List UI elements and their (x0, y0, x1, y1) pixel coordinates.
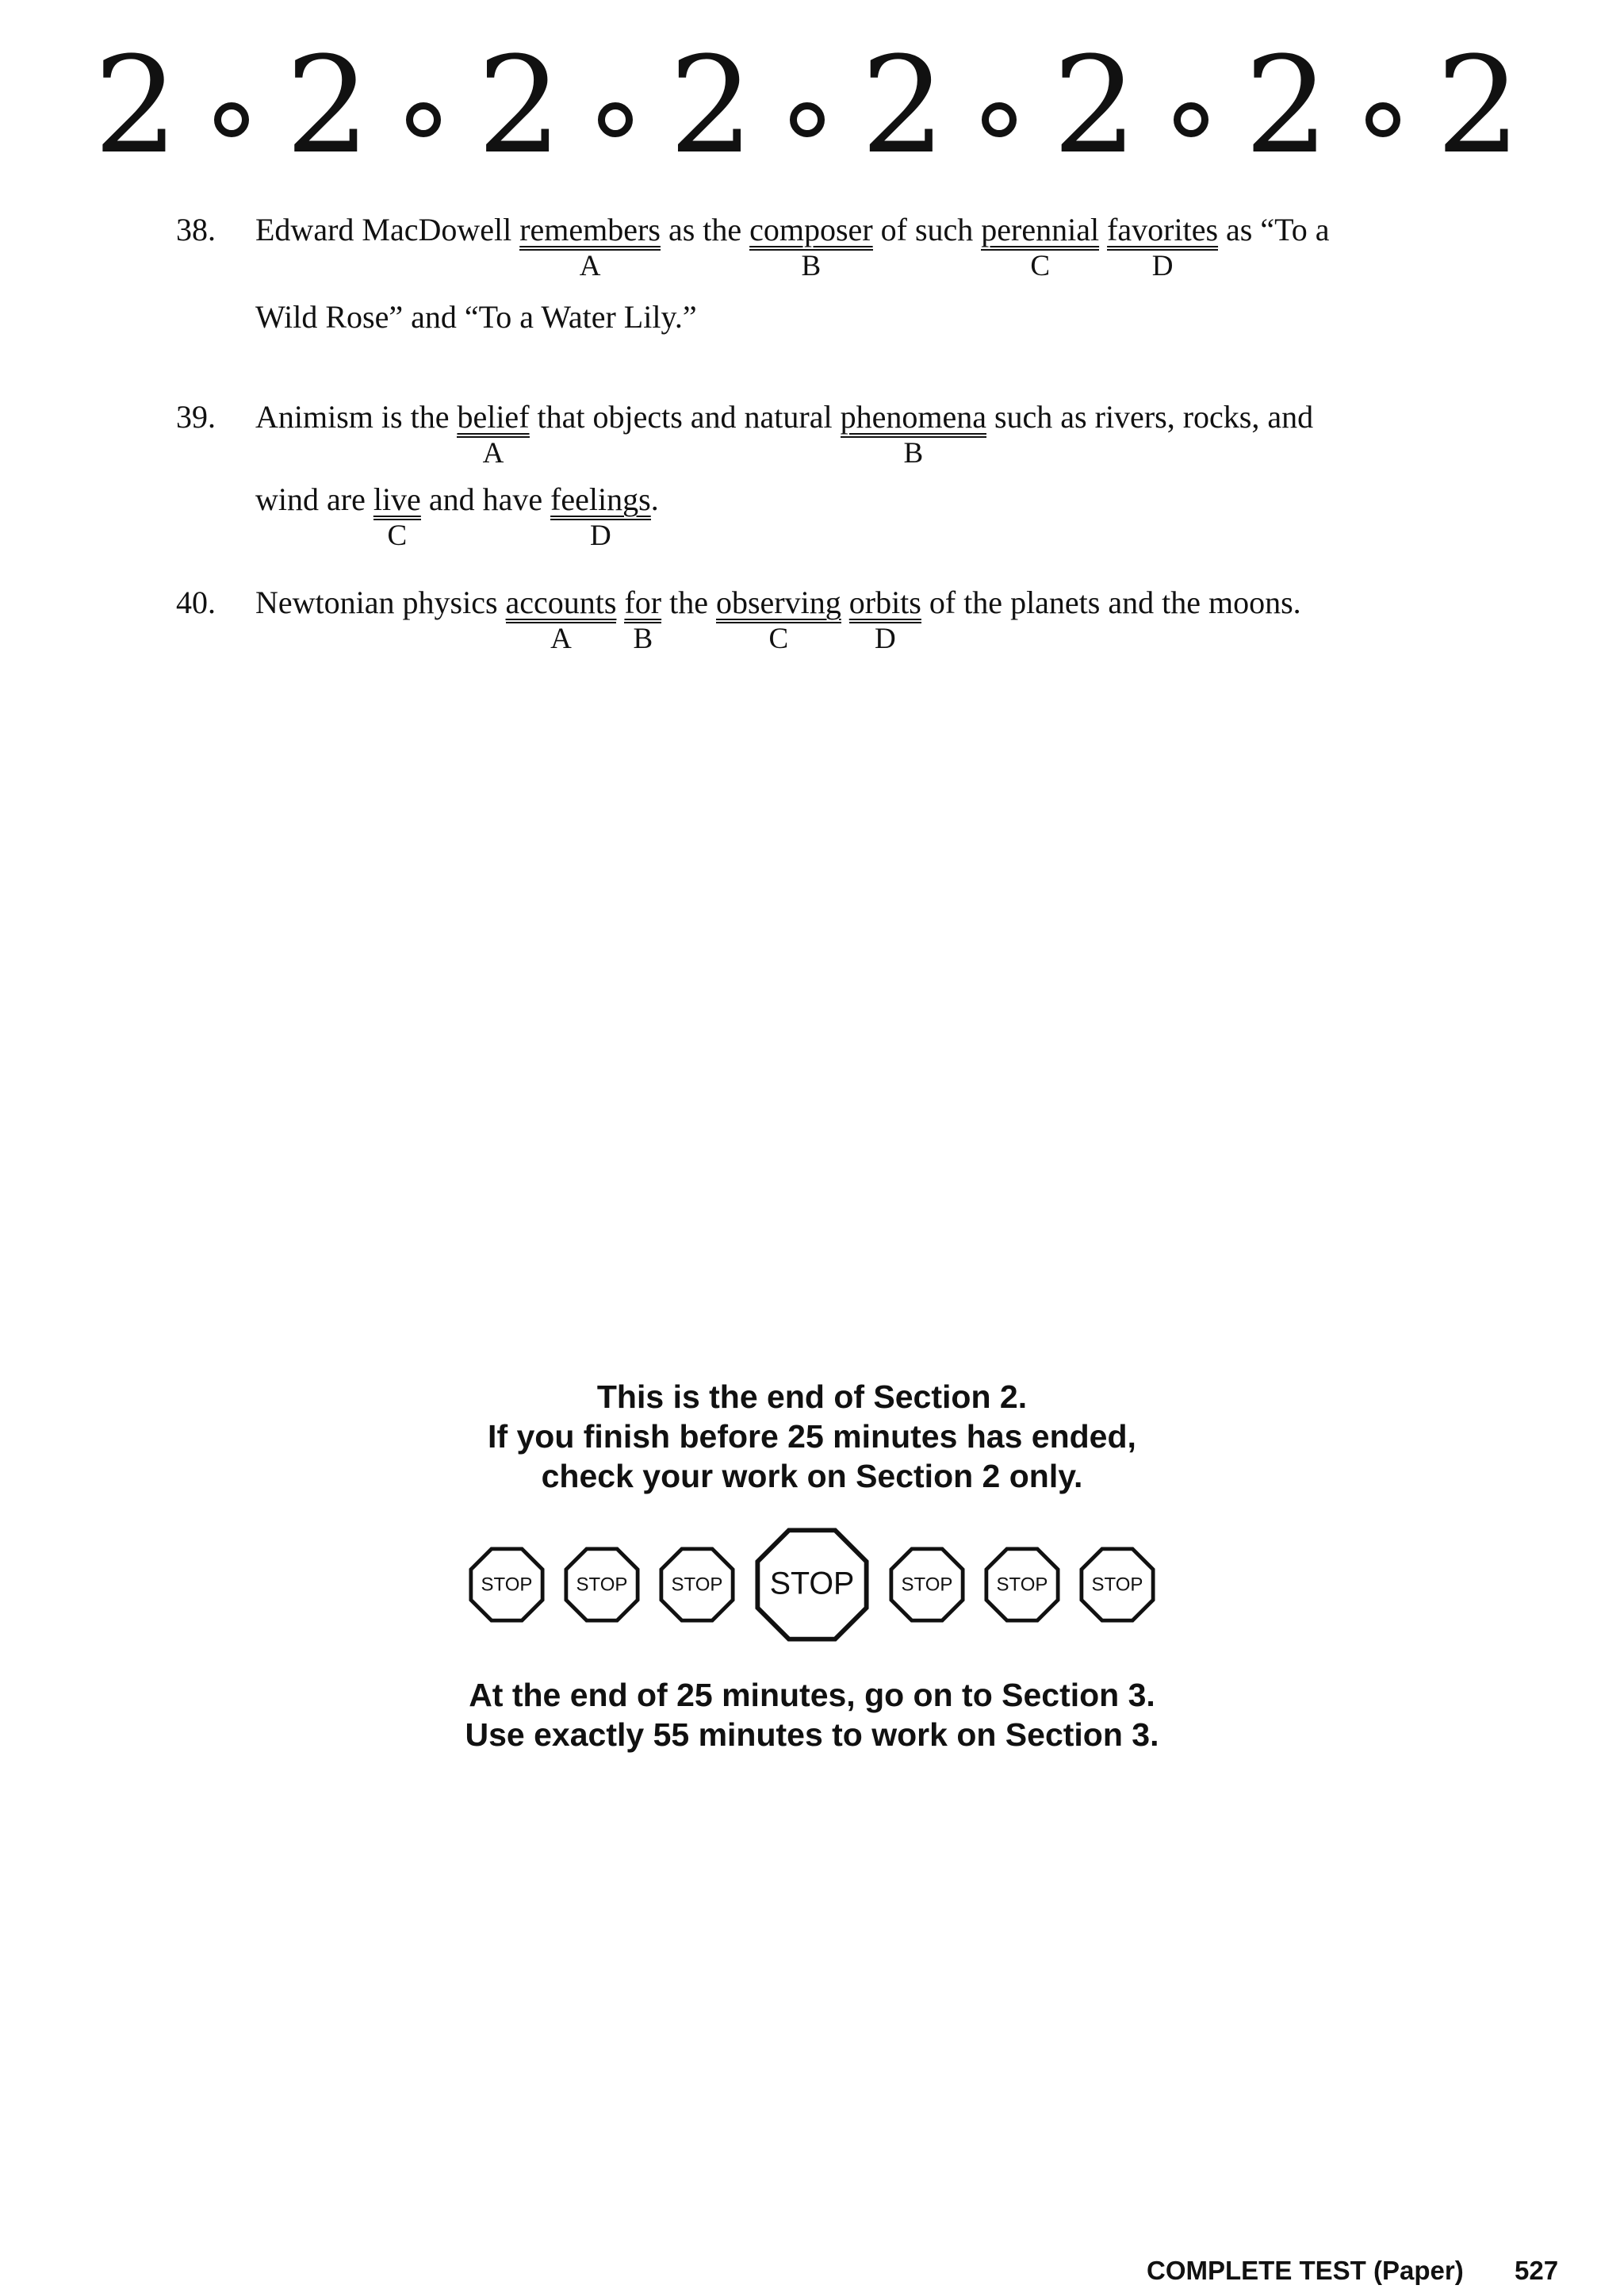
circle-separator-icon (1174, 102, 1208, 137)
option-letter: B (841, 436, 986, 468)
instruction-line: Use exactly 55 minutes to work on Section 3. (465, 1716, 1159, 1753)
underlined-option (981, 212, 1100, 282)
end-of-section-notice (0, 1377, 1624, 1496)
stop-sign-icon (889, 1547, 965, 1623)
question-text-line (255, 481, 659, 552)
option-word: live (373, 481, 421, 517)
underlined-option (457, 399, 530, 470)
question-number: 38. (176, 212, 216, 247)
footer-title: COMPLETE TEST (Paper) (1147, 2256, 1464, 2285)
question-text: the (661, 585, 716, 620)
question-text: . (650, 481, 659, 517)
stop-sign-icon (1079, 1547, 1155, 1623)
option-letter: A (457, 436, 529, 468)
section-number: 2 (1436, 28, 1521, 183)
stop-sign-label: STOP (901, 1574, 953, 1596)
stop-sign-label: STOP (1091, 1574, 1143, 1596)
option-letter: A (519, 249, 661, 281)
question-number: 40. (176, 585, 216, 620)
section-number: 2 (668, 28, 754, 183)
question-text: that objects and natural (529, 399, 841, 435)
underlined-option (624, 585, 662, 655)
option-word: for (624, 585, 662, 620)
question-text: as the (660, 212, 750, 247)
option-letter: B (624, 622, 661, 654)
underlined-option (1107, 212, 1219, 282)
circle-separator-icon (982, 102, 1017, 137)
underlined-option (749, 212, 873, 282)
question-text (841, 585, 849, 620)
option-word: orbits (848, 585, 921, 620)
option-letter: A (506, 622, 617, 654)
question-text-line (255, 301, 697, 333)
stop-sign-label: STOP (481, 1574, 533, 1596)
stop-sign-label: STOP (996, 1574, 1048, 1596)
section-number: 2 (285, 28, 370, 183)
question-text: as “To a (1218, 212, 1330, 247)
stop-sign-label: STOP (769, 1566, 855, 1601)
question-text: Edward MacDowell (255, 212, 520, 247)
question-text-line (255, 212, 1330, 282)
section-number: 2 (1052, 28, 1138, 183)
option-word: belief (457, 399, 530, 435)
question-text: Animism is the (255, 399, 458, 435)
section-number: 2 (94, 28, 178, 183)
question-text: and have (420, 481, 551, 517)
circle-separator-icon (790, 102, 825, 137)
circle-separator-icon (214, 102, 249, 137)
notice-line: If you finish before 25 minutes has ended, (488, 1418, 1136, 1455)
question-text-line (255, 399, 1314, 470)
circle-separator-icon (406, 102, 441, 137)
option-word: composer (749, 212, 873, 247)
option-word: remembers (519, 212, 661, 247)
question-text: wind are (255, 481, 373, 517)
underlined-option (848, 585, 921, 655)
question-text (1099, 212, 1107, 247)
question-number: 39. (176, 399, 216, 435)
stop-sign-label: STOP (576, 1574, 628, 1596)
underlined-option (715, 585, 841, 655)
stop-sign-icon (754, 1527, 870, 1643)
circle-separator-icon (1365, 102, 1400, 137)
underlined-option (505, 585, 617, 655)
underlined-option (840, 399, 986, 470)
stop-sign-label: STOP (671, 1574, 723, 1596)
option-letter: C (981, 249, 1099, 281)
option-letter: C (716, 622, 841, 654)
next-section-instructions (0, 1675, 1624, 1754)
option-word: phenomena (840, 399, 986, 435)
instruction-line: At the end of 25 minutes, go on to Section 3. (469, 1677, 1155, 1713)
option-letter: C (373, 519, 421, 550)
option-letter: D (849, 622, 921, 654)
question-text (616, 585, 624, 620)
question-text: of such (872, 212, 982, 247)
section-number: 2 (860, 28, 946, 183)
stop-sign-icon (469, 1547, 545, 1623)
question-text-line (255, 585, 1301, 655)
option-letter: D (1107, 249, 1218, 281)
underlined-option (373, 481, 421, 552)
question-text: such as rivers, rocks, and (986, 399, 1314, 435)
section-banner (94, 28, 1521, 183)
section-number: 2 (1244, 28, 1330, 183)
option-word: observing (715, 585, 841, 620)
option-word: feelings (550, 481, 651, 517)
notice-line: check your work on Section 2 only. (541, 1458, 1083, 1494)
stop-sign-icon (659, 1547, 735, 1623)
circle-separator-icon (598, 102, 633, 137)
page-number: 527 (1515, 2256, 1559, 2285)
stop-sign-icon (984, 1547, 1060, 1623)
underlined-option (550, 481, 651, 552)
option-letter: D (550, 519, 651, 550)
option-letter: B (749, 249, 873, 281)
underlined-option (519, 212, 661, 282)
question-text: Newtonian physics (255, 585, 506, 620)
notice-line: This is the end of Section 2. (596, 1378, 1028, 1415)
option-word: favorites (1107, 212, 1219, 247)
question-text: Wild Rose” and “To a Water Lily.” (255, 299, 697, 335)
stop-sign-icon (564, 1547, 640, 1623)
option-word: perennial (981, 212, 1100, 247)
question-text: of the planets and the moons. (921, 585, 1301, 620)
option-word: accounts (505, 585, 617, 620)
stop-sign-row (0, 1521, 1624, 1648)
section-number: 2 (477, 28, 562, 183)
